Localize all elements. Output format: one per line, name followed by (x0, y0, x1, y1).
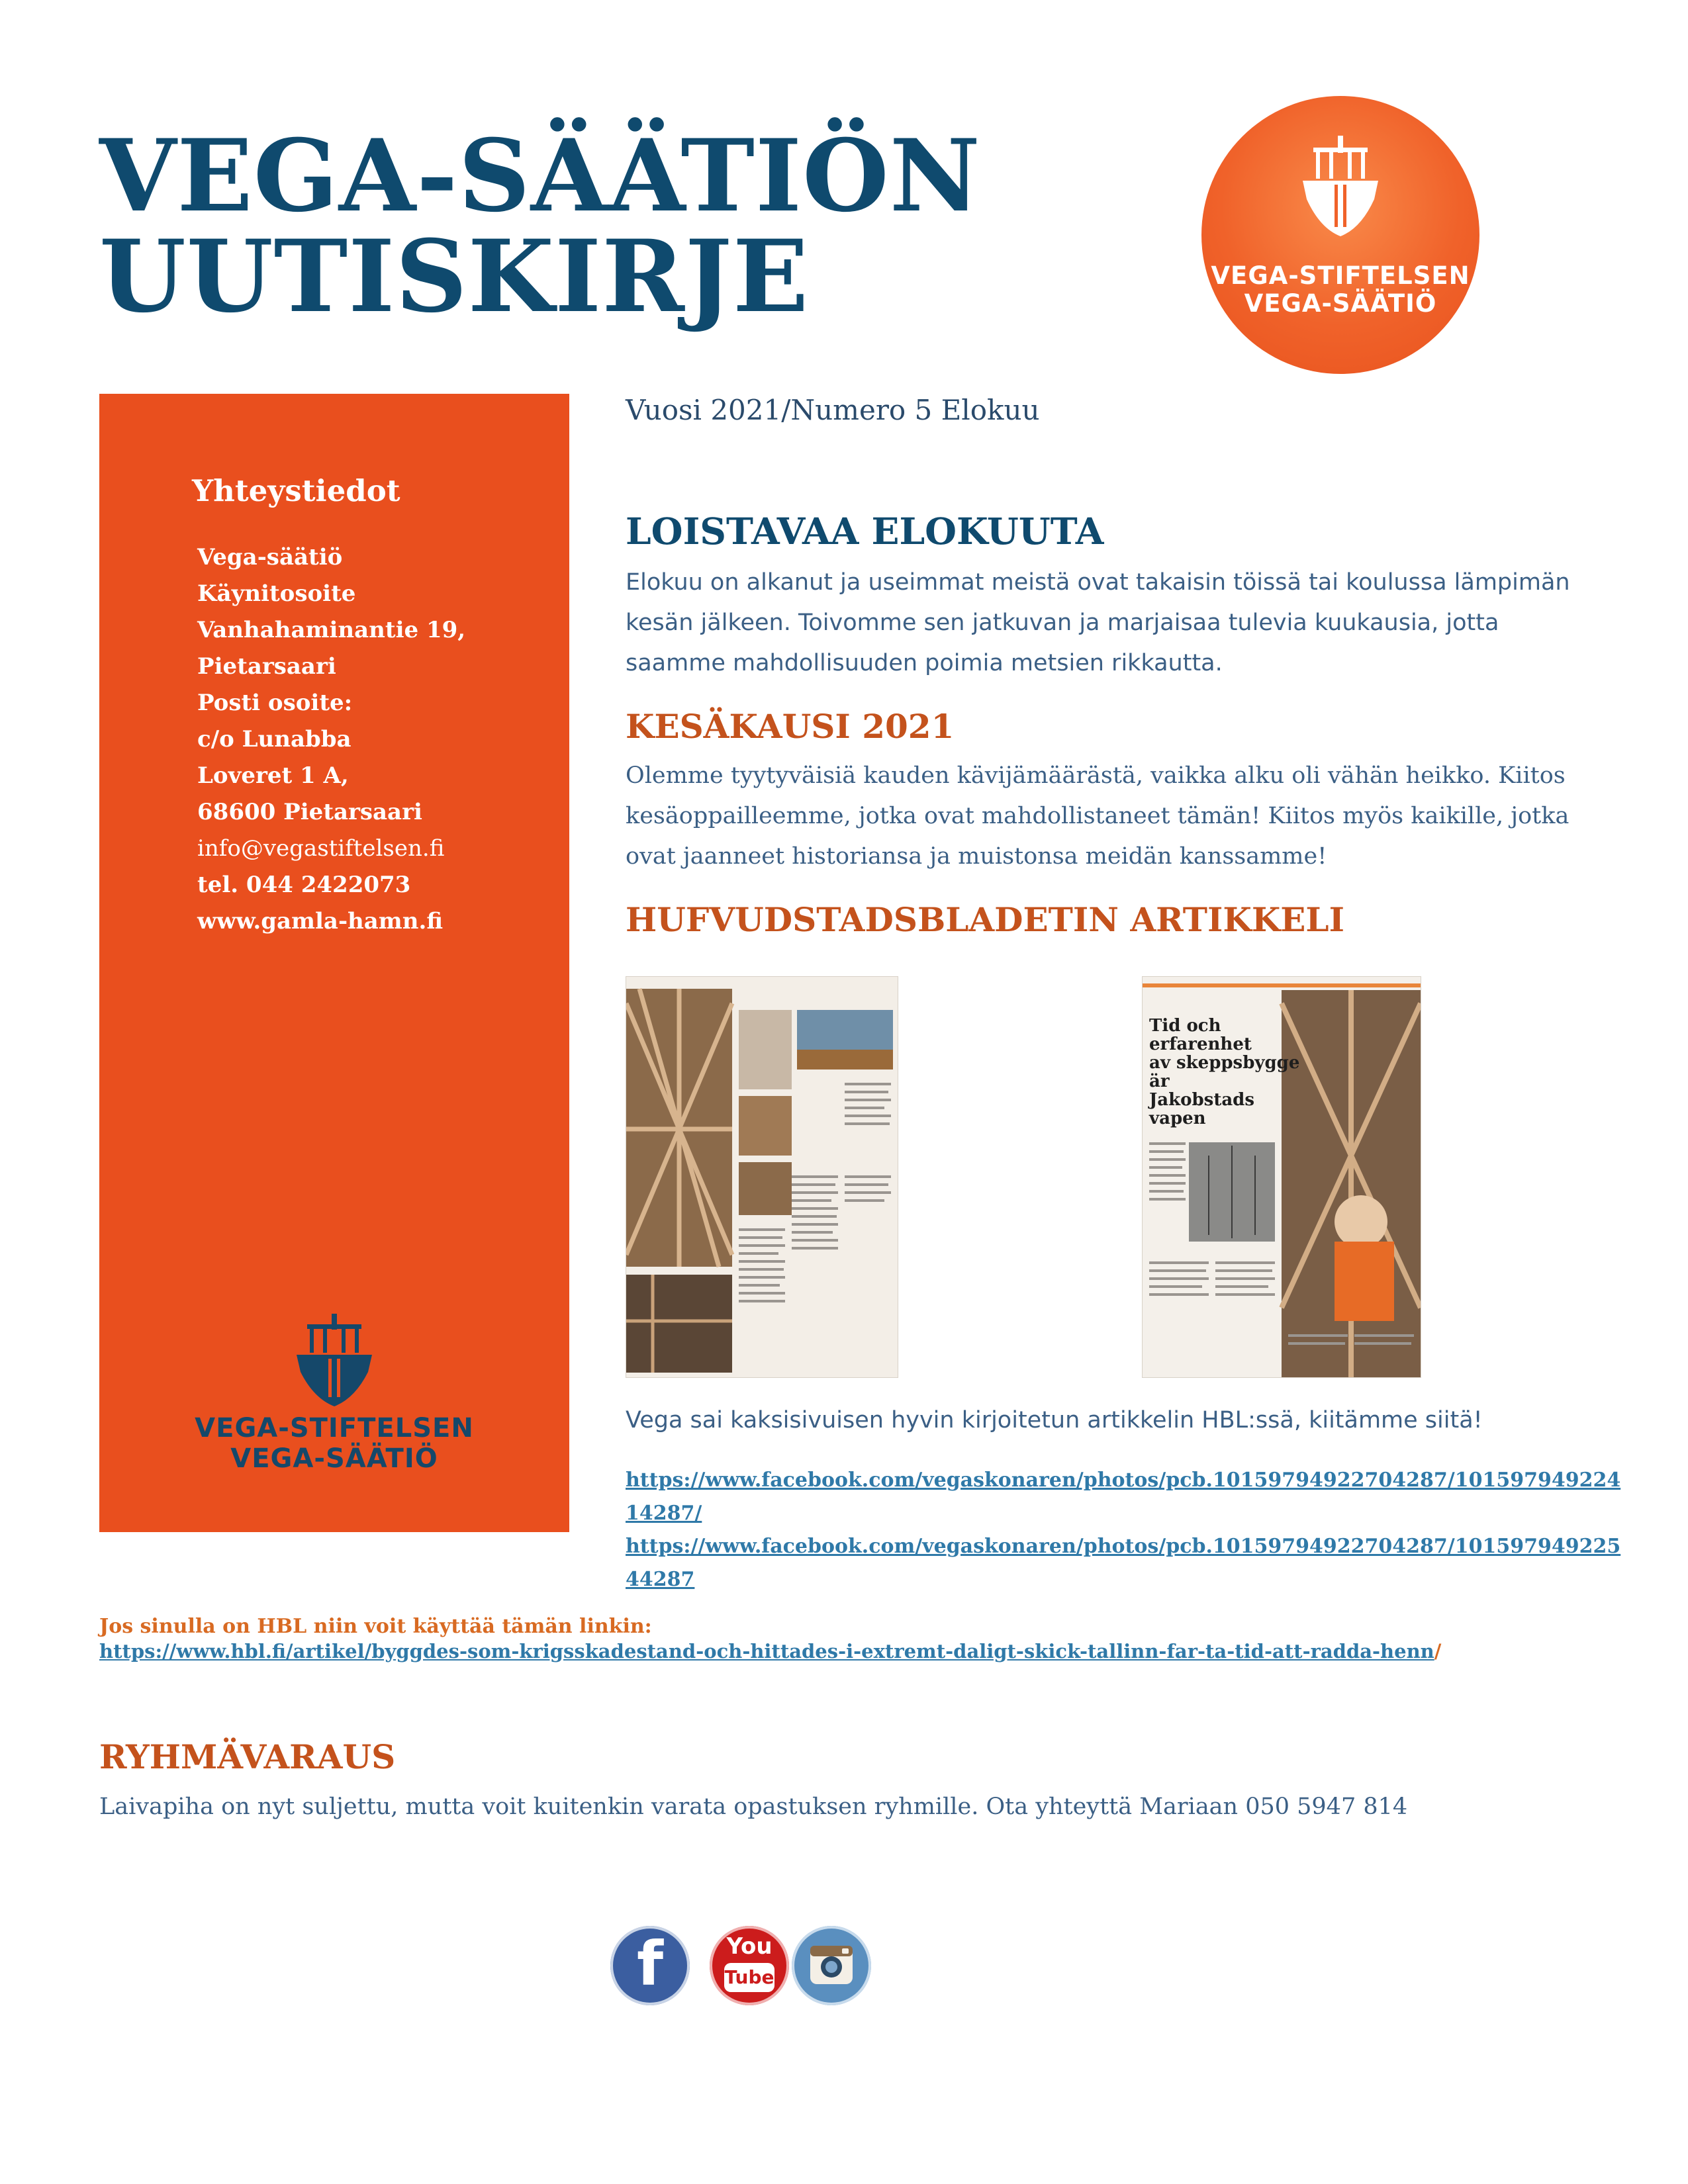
facebook-links (626, 1464, 1620, 1596)
facebook-link-1[interactable]: https://www.facebook.com/vegaskonaren/photos/pcb.10159794922704287/101597949224 (626, 1469, 1621, 1492)
hbl-note: Jos sinulla on HBL niin voit käyttää tämän linkin: (99, 1615, 652, 1638)
clipping-headline-line: av skeppsbygge är (1149, 1053, 1300, 1091)
contact-website[interactable]: www.gamla-hamn.fi (197, 908, 444, 934)
section-heading-article: HUFVUDSTADSBLADETIN ARTIKKELI (626, 900, 1344, 939)
section-text-august: Elokuu on alkanut ja useimmat meistä ovat takaisin töissä tai koulussa lämpimän kesän jälkeen. Toivomme sen jatkuvan ja marjaisaa tulevia kuukausia, jotta saamme mahdollisuuden poimia metsien rikkautta. (626, 569, 1570, 676)
section-text-group: Laivapiha on nyt suljettu, mutta voit kuitenkin varata opastuksen ryhmille. Ota yhteyttä Mariaan 050 5947 814 (99, 1794, 1408, 1820)
contact-line: Pietarsaari (197, 653, 336, 680)
vega-logo-circle (1201, 96, 1479, 374)
newspaper-clipping-left (626, 976, 898, 1378)
instagram-icon[interactable] (792, 1926, 871, 2005)
clipping-headline-line: Tid och erfarenhet (1149, 1016, 1252, 1054)
clipping-headline (1149, 1017, 1301, 1128)
sidebar-logo-line-2: VEGA-SÄÄTIÖ (230, 1443, 438, 1474)
newspaper-page-image (626, 977, 898, 1377)
contact-line: Vega-säätiö (197, 544, 343, 570)
title-line-2: UUTISKIRJE (99, 218, 810, 335)
sidebar-logo (99, 1314, 569, 1474)
youtube-line-1: You (726, 1933, 773, 1960)
section-text-summer: Olemme tyytyväisiä kauden kävijämäärästä, vaikka alku oli vähän heikko. Kiitos kesäoppailleemme, jotka ovat mahdollistaneet tämän! Kiitos myös kaikille, jotka ovat jaanneet historiansa ja muistonsa meidän kanssamme! (626, 762, 1570, 870)
contact-line: Vanhahaminantie 19, (197, 617, 466, 643)
hbl-link-row (99, 1635, 1441, 1668)
section-heading-summer: KESÄKAUSI 2021 (626, 707, 955, 746)
logo-text-line-2: VEGA-SÄÄTIÖ (1244, 289, 1437, 318)
contact-line: Posti osoite: (197, 690, 353, 716)
facebook-link-2[interactable]: https://www.facebook.com/vegaskonaren/photos/pcb.10159794922704287/101597949225 (626, 1535, 1621, 1558)
title-line-1: VEGA-SÄÄTIÖN (99, 118, 981, 234)
contact-email[interactable]: info@vegastiftelsen.fi (197, 835, 445, 862)
newsletter-title (99, 118, 981, 335)
section-heading-group: RYHMÄVARAUS (99, 1737, 396, 1776)
youtube-tube-box (724, 1963, 774, 1992)
contact-lines (197, 539, 465, 940)
facebook-link-1-cont[interactable]: 14287/ (626, 1502, 702, 1525)
facebook-icon[interactable] (610, 1926, 690, 2005)
section-heading-august: LOISTAVAA ELOKUUTA (626, 510, 1104, 553)
contact-line: Käynitosoite (197, 580, 356, 607)
facebook-glyph: f (636, 1929, 664, 1999)
issue-number: Vuosi 2021/Numero 5 Elokuu (626, 394, 1040, 426)
contact-line: Loveret 1 A, (197, 762, 349, 789)
contact-heading: Yhteystiedot (192, 473, 400, 508)
ship-icon (285, 1314, 384, 1413)
contact-sidebar (99, 394, 569, 1532)
contact-line: c/o Lunabba (197, 726, 352, 752)
logo-text-line-1: VEGA-STIFTELSEN (1211, 261, 1470, 290)
facebook-link-2-cont[interactable]: 44287 (626, 1568, 695, 1591)
clipping-headline-line: Jakobstads vapen (1149, 1090, 1254, 1128)
hbl-link[interactable]: https://www.hbl.fi/artikel/byggdes-som-krigsskadestand-och-hittades-i-extremt-daligt-skick-tallinn-far-ta-tid-att-radda-henn (99, 1640, 1434, 1662)
ship-icon (1297, 136, 1383, 248)
contact-phone: tel. 044 2422073 (197, 872, 411, 898)
newspaper-clipping-right (1142, 976, 1421, 1378)
youtube-line-2: Tube (724, 1966, 774, 1988)
camera-icon (792, 1926, 871, 2005)
contact-line: 68600 Pietarsaari (197, 799, 422, 825)
article-caption: Vega sai kaksisivuisen hyvin kirjoitetun artikkelin HBL:ssä, kiitämme siitä! (626, 1407, 1483, 1433)
youtube-icon[interactable] (710, 1926, 789, 2005)
hbl-link-suffix: / (1434, 1640, 1442, 1662)
sidebar-logo-line-1: VEGA-STIFTELSEN (195, 1413, 474, 1443)
